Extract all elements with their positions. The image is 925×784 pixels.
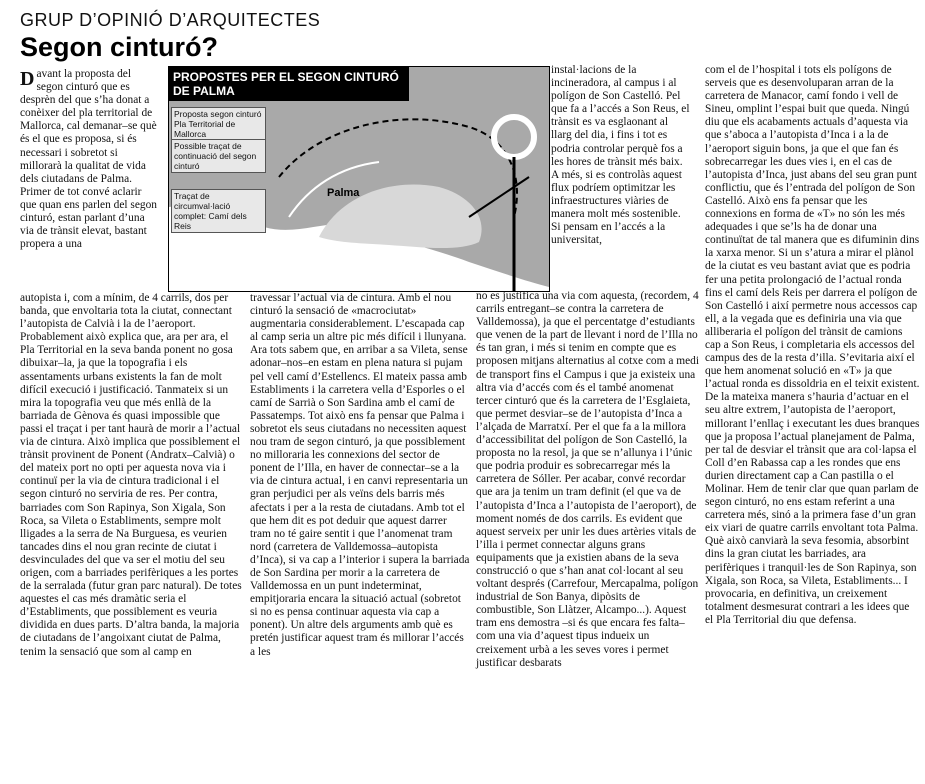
drop-cap: D bbox=[20, 68, 35, 90]
article-column-4 bbox=[705, 64, 920, 627]
map-city-label: Palma bbox=[327, 187, 360, 199]
section-kicker: GRUP D’OPINIÓ D’ARQUITECTES bbox=[20, 10, 321, 30]
article-column-2 bbox=[250, 292, 470, 659]
column-1-text: autopista i, com a mínim, de 4 carrils, dos per banda, que envoltaria tota la ciutat, connectant l’autopista de Calvià i la de l’aeroport. Probablement això explica que, ara per ara, el Pla Territorial en la seva banda ponent no gosa dibuixar–la, ja que la topografia i els assentaments urbans existents la fan de molt difícil execució i justificació. Tanmateix si un mira la topografia veu que més enllà de la barriada de Gènova és quasi impossible que passi el traçat i per tant haurà de morir a l’actual via de cintura. Això implica que possiblement el trànsit provinent de Ponent (Andratx–Calvià) o del mateix port no opti per aquesta nova via i continuï per la via de cintura tradicional i el segon cinturó no serviria de res. Per contra, barriades com Son Rapinya, Son Xigala, Son Roca, sa Vileta o Establiments, sempre molt lligades a la serra de Na Burguesa, es veurien tancades dins el nou gran recinte de ciutat i desvinculades del que va ser el motiu del seu origen, com a barriades perifèriques a les portes de la serralada (futur gran parc natural). De totes aquestes el cas més dramàtic seria el d’Establiments, que possiblement es veuria dividida en dues parts. D’altra banda, la majoria de ciutadans de l’angoixant ciutat de Palma, tenim la sensació que som al camp en bbox=[20, 292, 242, 658]
legend-item-continuation: Possible traçat de continuació del segon cinturó bbox=[171, 139, 266, 173]
column-3-top-text: instal·lacions de la incineradora, al campus i al polígon de Son Castelló. Pel que fa a l’accés a Son Reus, el trànsit es va esglaonant al llarg del dia, i fins i tot es podria controlar perquè fos a les hores de trànsit més baix. A més, si es controlàs aquest flux podríem optimitzar les infraestructures viàries de manera molt més sostenible. Si pensam en l’accés a la universitat, bbox=[551, 64, 690, 247]
legend-item-camidelsreis: Traçat de circumval·lació complet: Camí dels Reis bbox=[171, 189, 266, 233]
article-title: Segon cinturó? bbox=[20, 32, 218, 62]
article-column-1 bbox=[20, 292, 242, 659]
article-column-3-top bbox=[551, 64, 691, 247]
article-column-1-top bbox=[20, 68, 160, 251]
column-2-text: travessar l’actual via de cintura. Amb el nou cinturó la sensació de «macrociutat» augmentaria considerablement. L’escapada cap al camp seria un altre pic més difícil i llunyana. Ara tots sabem que, en arribar a sa Vileta, sense adonar–nos–en estam en plena natura si pujam pel vell camí d’Estellencs. El mateix passa amb Establiments i la carretera vella d’Esporles o el camí de Sarrià o Son Sardina amb el camí de Passatemps. Tot això ens fa pensar que Palma i sobretot els seus ciutadans no necessiten aquest nou tram de segon cinturó, ja que possiblement no milloraria les connexions del sector de ponent de l’Illa, en haver de connectar–se a la via de cintura actual, i en canvi representaria un gran perjudici per als veïns dels barris més afectats i per a la resta de ciutadans. Amb tot el que hem dit es pot deduir que aquest darrer tram no té gaire sentit i que l’anomenat tram nord (carretera de Valldemossa–autopista d’Inca), si va cap a l’interior i supera la barriada de Son Sardina per morir a la carretera de Valldemossa en un punt indeterminat, empitjoraria encara la situació actual (sobretot si no es pensa continuar aquesta via cap a ponent). Un altre dels arguments amb què es pretén justificar aquest tram és millorar l’accés a les bbox=[250, 292, 470, 658]
article-column-3 bbox=[476, 290, 700, 670]
map-figure bbox=[168, 66, 550, 292]
column-3-text: no es justifica una via com aquesta, (recordem, 4 carrils entregant–se contra la carretera de Valldemossa), ja que el percentatge d’estudiants que venen de la part de llevant i nord de l’Illa no és tan gran, i més si tenim en compte que es proposen mitjans alternatius al cotxe com a medi de transport fins el Campus i que ja existeix una altra via d’accés com és el també anomenat tercer cinturó que és la carretera de l’Esglaieta, que permet desviar–se de l’autopista d’Inca a l’alçada de Marratxí. Per el que fa a la millora d’accessibilitat del polígon de Son Castelló, la proposta no la resol, ja que se n’allunya i l’únic que podria produir es sobrecarregar més la carretera de Sóller. Per acabar, convé recordar que ara ja tenim un tram definit (el que va de l’autopista d’Inca a l’autopista de l’aeroport), de moment només de dos carrils. Es evident que aquest serveix per unir les dues artèries vitals de l’illa i permet connectar alguns grans equipaments que ja existien abans de la seva construcció o que s’han anat col·locant al seu voltant després (Carrefour, Mercapalma, polígon industrial de Son Banya, dipòsits de combustible, Son Llàtzer, Alcampo...). Aquest tram ens demostra –si és que encara fes falta– com una via d’aquest tipus indueix un creixement urbà a les seves vores i permet justificar desbarats bbox=[476, 290, 700, 669]
legend-item-proposal: Proposta segon cinturó Pla Territorial de Mallorca bbox=[171, 107, 266, 141]
column-1-top-text: avant la proposta del segon cinturó que es desprèn del que s’ha donat a conèixer del pla territorial de Mallorca, cal demanar–se què és el que es proposa, si és necessari i sobretot si millorarà la qualitat de vida dels ciutadans de Palma. Primer de tot convé aclarir que quan ens parlen del segon cinturó, estan parlant d’una via de trànsit elevat, bastant propera a una bbox=[20, 68, 157, 251]
map-title: PROPOSTES PER EL SEGON CINTURÓ DE PALMA bbox=[169, 67, 409, 101]
column-4-text: com el de l’hospital i tots els polígons de serveis que es desenvoluparan arran de la carretera de Manacor, camí fondo i vell de Sineu, omplint l’espai buit que queda. Ningú diu que els acabaments actuals d’aquesta via que s’aboca a l’autopista d’Inca i a la de l’aeroport siguin bons, ja que el que fan és sobrecarregar les dues vies i, en el cas de l’autopista d’Inca, just abans del seu gran punt conflictiu, que és l’entrada del polígon de Son Castelló. Això ens fa pensar que les connexions en forma de «T» no són les més adequades i que se’ls ha de donar una continuïtat de tal manera que es difuminin dins la xarxa menor. Si un s’atura a mirar el plànol de la ciutat es veu bastant aviat que es podria fer una petita prolongació de l’actual ronda fins el camí dels Reis per darrera el polígon de Son Castelló i així permetre nous accessos cap ell, a la vegada que es definiria una via que alliberaria el polígon del trànsit de camions cap a Son Reus, i completaria els accessos del campus des de la resta d’illa. S’evitaria així el que hem anomenat solució en «T» ja que l’actual ronda es dissoldria en el teixit existent. De la mateixa manera s’hauria d’actuar en el seu altre extrem, l’autopista de l’aeroport, millorant l’enllaç i executant les dues branques que ja proposa l’actual planejament de Palma, per tal de desviar el trànsit que ara col·lapsa el Coll d’en Rabassa cap a les rondes que ens durien directament cap a Can pastilla o el Molinar. Hem de tenir clar que quan parlam de segon cinturó, no ens estam referint a una carretera més, sinó a la primera fase d’un gran eix viari de quatre carrils envoltant tota Palma. Què això canviarà la seva fesomia, absorbint dins la gran ciutat les barriades, ara perifèriques i tranquil·les de Son Rapinya, son Xigala, son Roca, sa Vileta, Establiments... I provocaria, en definitiva, un creixement totalment desmesurat contrari a les idees que el Pla Territorial diu que defensa. bbox=[705, 64, 920, 626]
